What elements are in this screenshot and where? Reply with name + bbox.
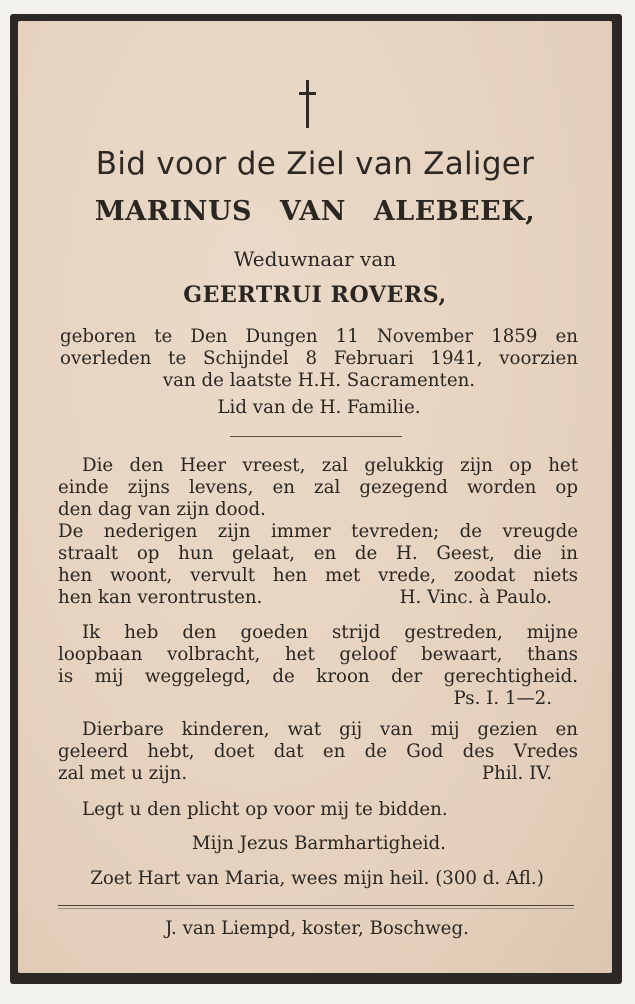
prayer-line-1: Legt u den plicht op voor mij te bidden. [82,799,448,820]
bio-line-3: van de laatste H.H. Sacramenten. [162,370,476,391]
prayer-heading: Bid voor de Ziel van Zaliger [95,146,535,182]
quote1-line-1: Die den Heer vreest, zal gelukkig zijn op het [82,455,578,476]
membership: Lid van de H. Familie. [217,397,421,418]
quote1-line-6: hen woont, vervult hen met vrede, zoodat niets [58,565,578,586]
quote2-line-1: Ik heb den goeden strijd gestreden, mijne [82,622,578,643]
bio-line-2: overleden te Schijndel 8 Februari 1941, voorzien [60,348,578,369]
deceased-name: MARINUS VAN ALEBEEK, [94,196,536,227]
quote3-source: Phil. IV. [481,763,552,784]
quote2-line-3: is mij weggelegd, de kroon der gerechtigheid. [58,666,578,687]
quote2-source: Ps. I. 1—2. [453,688,552,709]
widower-label: Weduwnaar van [233,247,397,271]
prayer-line-2: Mijn Jezus Barmhartigheid. [192,833,446,854]
quote1-line-2: einde zijns levens, en zal gezegend worden op [58,477,578,498]
prayer-line-3: Zoet Hart van Maria, wees mijn heil. (300 d. Afl.) [90,868,544,889]
spouse-name: GEERTRUI ROVERS, [183,282,447,308]
quote3-line-1: Dierbare kinderen, wat gij van mij gezien en [82,719,578,740]
cross-icon [298,80,318,130]
bottom-rule-inner [58,908,574,909]
quote1-line-7: hen kan verontrusten. H. Vinc. à Paulo. [58,587,552,608]
bottom-rule [58,905,574,906]
bio-line-1: geboren te Den Dungen 11 November 1859 en [60,326,578,347]
quote1-source: H. Vinc. à Paulo. [399,587,552,608]
divider [230,436,402,437]
printer-credit: J. van Liempd, koster, Boschweg. [165,918,469,939]
quote1-line-3: den dag van zijn dood. [58,499,266,520]
quote1-line-4: De nederigen zijn immer tevreden; de vreugde [58,521,578,542]
quote3-line-2: geleerd hebt, doet dat en de God des Vredes [58,741,578,762]
quote3-line-3: zal met u zijn. Phil. IV. [58,763,552,784]
quote1-line-5: straalt op hun gelaat, en de H. Geest, die in [58,543,578,564]
quote2-line-2: loopbaan volbracht, het geloof bewaart, thans [58,644,578,665]
